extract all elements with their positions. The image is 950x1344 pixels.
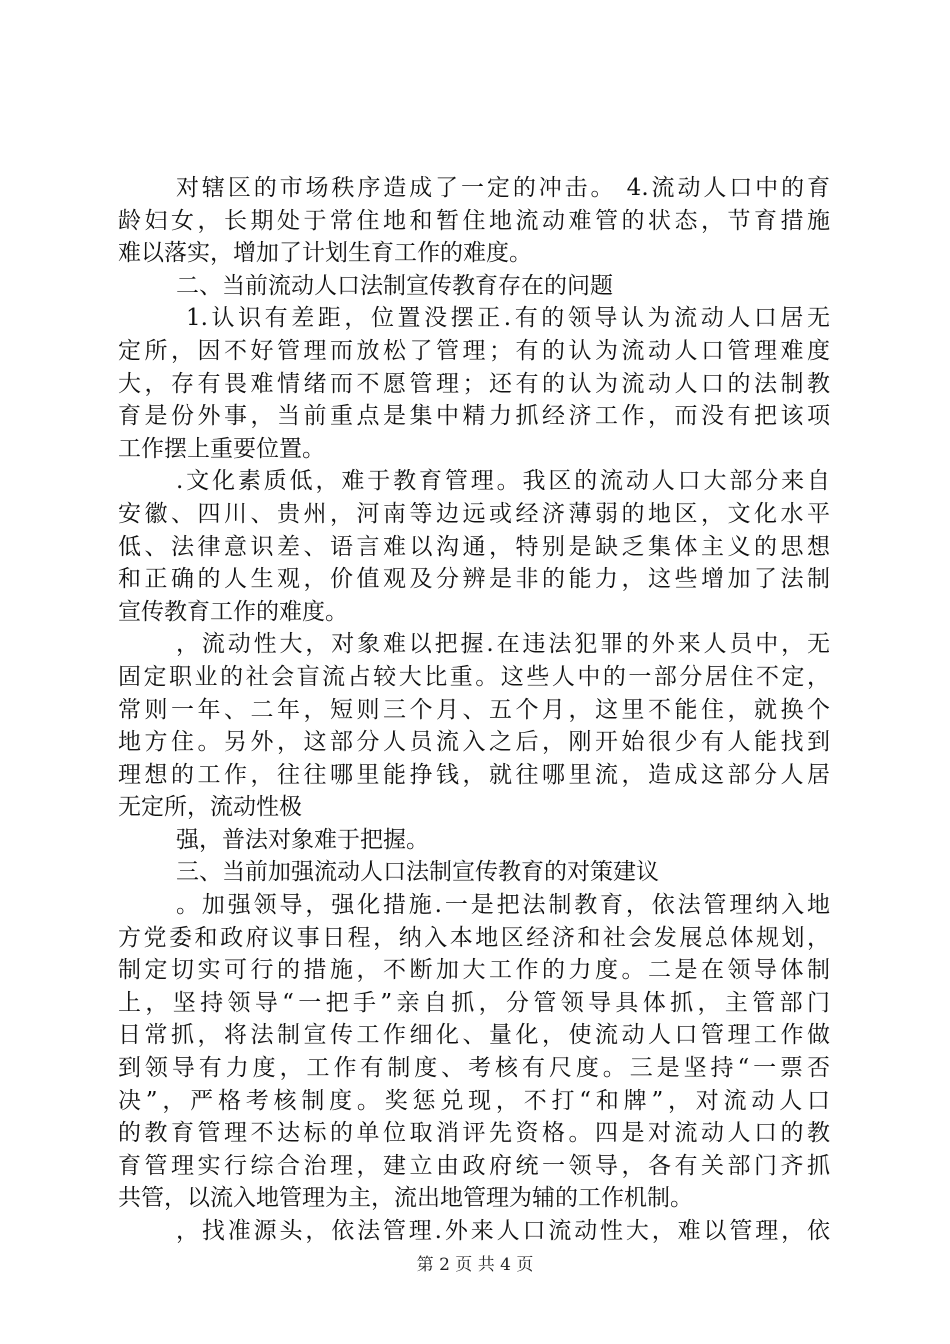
- text-line: 固定职业的社会盲流占较大比重。这些人中的一部分居住不定，: [118, 663, 830, 690]
- text-line: 强，普法对象难于把握。: [176, 826, 429, 853]
- text-line: 方党委和政府议事日程，纳入本地区经济和社会发展总体规划，: [118, 924, 830, 951]
- text-line: 和正确的人生观，价值观及分辨是非的能力，这些增加了法制: [118, 566, 830, 593]
- text-line: 共管，以流入地管理为主，流出地管理为辅的工作机制。: [118, 1185, 693, 1212]
- document-body: [118, 172, 830, 1248]
- page-number-footer: 第 2 页 共 4 页: [416, 1255, 534, 1275]
- text-line: 地方住。另外，这部分人员流入之后，刚开始很少有人能找到: [118, 729, 830, 756]
- text-line: ，流动性大，对象难以把握.在违法犯罪的外来人员中，无: [176, 631, 830, 658]
- text-line: ，找准源头，依法管理.外来人口流动性大，难以管理，依: [176, 1218, 830, 1244]
- text-line: 宣传教育工作的难度。: [118, 598, 348, 625]
- text-line: 安徽、四川、贵州，河南等边远或经济薄弱的地区，文化水平: [118, 500, 830, 527]
- text-line: 三、当前加强流动人口法制宣传教育的对策建议: [176, 859, 659, 886]
- text-line: 低、法律意识差、语言难以沟通，特别是缺乏集体主义的思想: [118, 533, 830, 560]
- text-line: 上，坚持领导“一把手”亲自抓，分管领导具体抓，主管部门: [118, 989, 830, 1016]
- text-line: 制定切实可行的措施，不断加大工作的力度。二是在领导体制: [118, 957, 830, 984]
- text-line: 育管理实行综合治理，建立由政府统一领导，各有关部门齐抓: [118, 1152, 830, 1179]
- text-line: 常则一年、二年，短则三个月、五个月，这里不能住，就换个: [118, 696, 830, 723]
- text-line: 日常抓，将法制宣传工作细化、量化，使流动人口管理工作做: [118, 1022, 830, 1049]
- text-line: 龄妇女，长期处于常住地和暂住地流动难管的状态，节育措施: [118, 207, 830, 234]
- text-line: 无定所，流动性极: [118, 794, 302, 821]
- text-line: 大，存有畏难情绪而不愿管理；还有的认为流动人口的法制教: [118, 370, 830, 397]
- text-line: 定所，因不好管理而放松了管理；有的认为流动人口管理难度: [118, 337, 830, 364]
- text-line: 的教育管理不达标的单位取消评先资格。四是对流动人口的教: [118, 1120, 830, 1147]
- text-line: 到领导有力度，工作有制度、考核有尺度。三是坚持“一票否: [118, 1055, 830, 1082]
- text-line: 决”，严格考核制度。奖惩兑现，不打“和牌”，对流动人口: [118, 1087, 830, 1114]
- text-line: 1.认识有差距，位置没摆正.有的领导认为流动人口居无: [186, 305, 830, 332]
- text-line: .文化素质低，难于教育管理。我区的流动人口大部分来自: [176, 468, 830, 495]
- text-line: 理想的工作，往往哪里能挣钱，就往哪里流，造成这部分人居: [118, 761, 830, 788]
- text-line: 育是份外事，当前重点是集中精力抓经济工作，而没有把该项: [118, 403, 830, 430]
- text-line: 工作摆上重要位置。: [118, 435, 325, 462]
- text-line: 难以落实，增加了计划生育工作的难度。: [118, 240, 532, 267]
- text-line: 。加强领导，强化措施.一是把法制教育，依法管理纳入地: [176, 892, 830, 919]
- text-line: 对辖区的市场秩序造成了一定的冲击。 4.流动人口中的育: [176, 175, 830, 201]
- text-line: 二、当前流动人口法制宣传教育存在的问题: [176, 272, 613, 299]
